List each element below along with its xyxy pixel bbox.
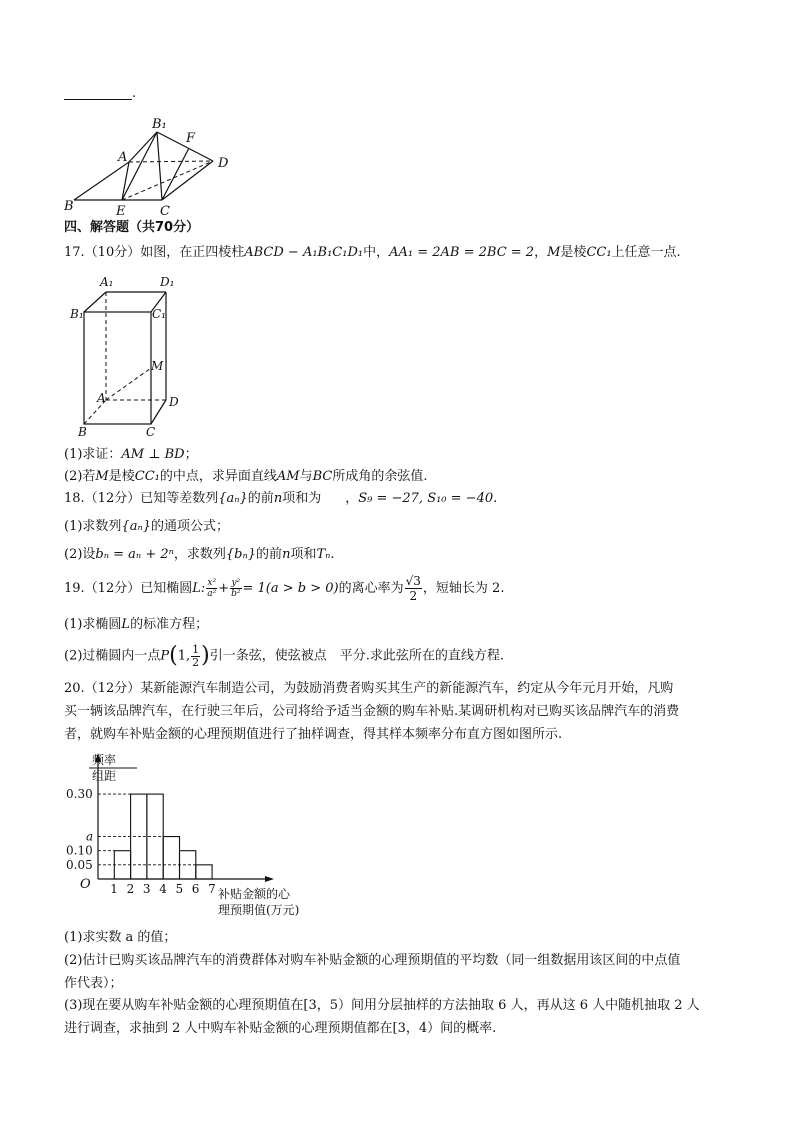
q17-number: 17.（10分） — [64, 245, 141, 260]
q18-stem — [64, 490, 497, 508]
edge-A-B1 — [129, 132, 157, 162]
q18-number: 18.（12分） — [64, 491, 141, 506]
q19-ellipse-name: L: — [192, 581, 206, 596]
ylabel-bottom: 组距 — [92, 769, 117, 783]
y-tick-label: a — [86, 829, 94, 844]
front-face — [84, 312, 151, 424]
label-D1: D₁ — [160, 275, 175, 289]
x-tick-label: 7 — [208, 882, 216, 896]
label-B: B — [64, 199, 74, 214]
label-D: D — [169, 395, 179, 409]
q20-line1: 某新能源汽车制造公司，为鼓励消费者购买其生产的新能源汽车，约定从今年元月开始，凡购 — [140, 681, 674, 696]
label-B: B — [78, 425, 87, 438]
q17-p2-bc: BC — [312, 469, 333, 484]
edge-C-D — [151, 400, 166, 424]
q19-text: 已知椭圆 — [140, 581, 193, 596]
y-tick-label: 0.30 — [66, 787, 93, 802]
q17-condition: AA₁ = 2AB = 2BC = 2 — [389, 245, 535, 260]
x-tick-label: 6 — [191, 882, 200, 896]
dashed-E-D — [122, 161, 213, 200]
q19-part1 — [64, 616, 208, 634]
q17-text: ， — [534, 245, 548, 260]
q18-text: 已知等差数列 — [140, 491, 219, 506]
q19-p2-text: (2)过椭圆内一点 — [64, 648, 161, 664]
q18-p2-text: ，求数列 — [173, 547, 226, 562]
edge-B1-A1 — [84, 292, 106, 312]
xlabel-line2: 理预期值(万元) — [218, 903, 300, 917]
q20-stem-line1 — [64, 680, 673, 698]
dashed-A-M — [106, 368, 151, 400]
q19-p2-frac — [191, 644, 200, 669]
q17-p1-text: ； — [184, 447, 198, 462]
edge-F-C — [162, 148, 189, 200]
q17-point: M — [547, 245, 561, 260]
q20-part3-line2: 进行调查，求抽到 2 人中购车补贴金额的心理预期值都在[3，4）间的概率. — [64, 1021, 497, 1036]
q17-part2 — [64, 468, 427, 486]
figure-prism — [64, 266, 194, 438]
frac-num: √3 — [405, 574, 421, 588]
y-tick-label: 0.05 — [66, 857, 93, 872]
label-M: M — [151, 359, 164, 373]
q20-part2-line1: (2)估计已购买该品牌汽车的消费群体对购车补贴金额的心理预期值的平均数（同一组数据用该区间的中点值 — [64, 953, 681, 968]
q18-p2-seq: {bₙ} — [225, 547, 257, 562]
q18-part2 — [64, 546, 335, 564]
q18-p2-text: (2)设 — [64, 547, 96, 562]
label-A1: A₁ — [100, 275, 114, 289]
q17-prism: ABCD − A₁B₁C₁D₁ — [244, 245, 364, 260]
frac-den: a² — [207, 589, 217, 599]
q19-p1-text: (1)求椭圆 — [64, 617, 122, 632]
q19-p2-text: 引一条弦，使弦被点 平分.求此弦所在的直线方程. — [209, 648, 505, 664]
label-E: E — [116, 204, 126, 218]
q19-p1-text: 的标准方程； — [130, 617, 209, 632]
answer-blank-16 — [64, 86, 132, 100]
x-tick-label: 5 — [175, 882, 184, 896]
q19-paren-left: ( — [169, 643, 178, 668]
q17-p2-edge: CC₁ — [134, 469, 160, 484]
q18-sums: S₉ = −27, S₁₀ = −40 — [358, 491, 494, 506]
q17-edge: CC₁ — [586, 245, 612, 260]
q17-p2-am: AM — [276, 469, 300, 484]
edge-B1-C — [157, 132, 162, 200]
label-C: C — [146, 425, 156, 438]
section-title: 四、解答题（共70分） — [64, 220, 200, 235]
label-F: F — [186, 131, 196, 146]
q19-paren-right: ) — [201, 643, 210, 668]
label-C: C — [160, 204, 170, 218]
q17-text: 中， — [363, 245, 390, 260]
edge-B-A — [74, 162, 129, 200]
q18-p2-text: 项和 — [290, 547, 317, 562]
frequency-histogram — [62, 748, 332, 924]
q17-text: 上任意一点. — [611, 245, 681, 260]
label-A: A — [118, 150, 128, 165]
q18-text: 的前 — [247, 491, 274, 506]
histogram-bar — [196, 865, 212, 879]
q17-p2-text: 所成角的余弦值. — [332, 469, 428, 484]
q17-part1 — [64, 446, 198, 464]
label-B1: B₁ — [152, 117, 167, 132]
q18-text: 项和为 — [282, 491, 322, 506]
q20-number: 20.（12分） — [64, 681, 141, 696]
q18-p2-text: 的前 — [256, 547, 283, 562]
histogram-bar — [163, 837, 179, 879]
q17-p2-text: 是棱 — [108, 469, 135, 484]
q19-frac-y — [230, 578, 241, 599]
frac-num: 1 — [192, 642, 200, 656]
x-tick-label: 4 — [159, 882, 167, 896]
label-A: A — [97, 391, 106, 405]
q18-p2-def: bₙ = aₙ + 2ⁿ — [95, 547, 174, 562]
frac-num: x² — [207, 578, 217, 588]
frac-den: 2 — [192, 655, 200, 669]
q20-stem-line2: 买一辆该品牌汽车，在行驶三年后，公司将给予适当金额的购车补贴.某调研机构对已购买该品牌汽车的消费 — [64, 704, 680, 719]
q19-stem — [64, 574, 504, 603]
q20-part2-line2: 作代表）； — [64, 976, 123, 991]
q17-p2-m: M — [95, 469, 109, 484]
q18-part1 — [64, 518, 229, 536]
q19-frac-x — [206, 578, 217, 599]
frac-den: 2 — [409, 589, 418, 603]
q18-p1-text: (1)求数列 — [64, 519, 122, 534]
edge-C-D — [162, 161, 213, 200]
label-D: D — [218, 156, 229, 171]
q17-p2-text: (2)若 — [64, 469, 96, 484]
q19-part2 — [64, 642, 504, 671]
q19-p1-l: L — [121, 617, 131, 632]
q17-text: 是棱 — [560, 245, 587, 260]
q19-plus: + — [218, 581, 230, 596]
frac-num: y² — [231, 578, 241, 588]
q18-n: n — [273, 491, 283, 506]
q17-stem — [64, 244, 681, 262]
q20-part3-line1: (3)现在要从购车补贴金额的心理预期值在[3，5）间用分层抽样的方法抽取 6 人，再从这 6 人中随机抽取 2 人 — [64, 998, 700, 1013]
q18-p2-n: n — [282, 547, 291, 562]
q19-p2-x: 1, — [177, 648, 191, 664]
q17-p2-text: 的中点，求异面直线 — [159, 469, 277, 484]
q20-stem-line3: 者，就购车补贴金额的心理预期值进行了抽样调查，得其样本频率分布直方图如图所示. — [64, 727, 563, 742]
q19-number: 19.（12分） — [64, 581, 141, 596]
q18-seq: {aₙ} — [218, 491, 248, 506]
q18-p1-seq: {aₙ} — [121, 519, 151, 534]
origin-label: O — [80, 877, 91, 892]
q19-text: ，短轴长为 2. — [422, 581, 505, 596]
x-tick-label: 1 — [110, 882, 118, 896]
q18-p2-text: . — [330, 547, 335, 562]
q17-p1-expr: AM ⊥ BD — [121, 447, 185, 462]
q19-text: 的离心率为 — [338, 581, 404, 596]
q18-p1-text: 的通项公式； — [150, 519, 229, 534]
x-tick-label: 2 — [126, 882, 135, 896]
q18-text: ， — [345, 491, 359, 506]
q18-p2-t: Tₙ — [316, 547, 331, 562]
q19-eq-rest: = 1(a > b > 0) — [242, 581, 339, 596]
label-C1: C₁ — [152, 307, 166, 321]
q19-eccentricity — [405, 574, 422, 603]
y-tick-label: 0.10 — [66, 843, 93, 858]
answer-blank-period: . — [132, 86, 137, 101]
label-B1: B₁ — [70, 307, 84, 321]
q18-text: . — [493, 491, 498, 506]
edge-B1-E — [122, 132, 157, 200]
figure-q16 — [62, 112, 242, 218]
x-tick-label: 3 — [142, 882, 151, 896]
q17-p1-text: (1)求证： — [64, 447, 122, 462]
xlabel-line1: 补贴金额的心 — [218, 887, 291, 901]
frac-den: b² — [231, 589, 241, 599]
q17-text: 如图，在正四棱柱 — [140, 245, 245, 260]
ylabel-top: 频率 — [92, 753, 117, 767]
q17-p2-text: 与 — [299, 469, 313, 484]
q19-p2-point: P — [160, 648, 170, 664]
q20-part1: (1)求实数 a 的值； — [64, 930, 177, 945]
x-axis-arrow — [265, 876, 274, 882]
